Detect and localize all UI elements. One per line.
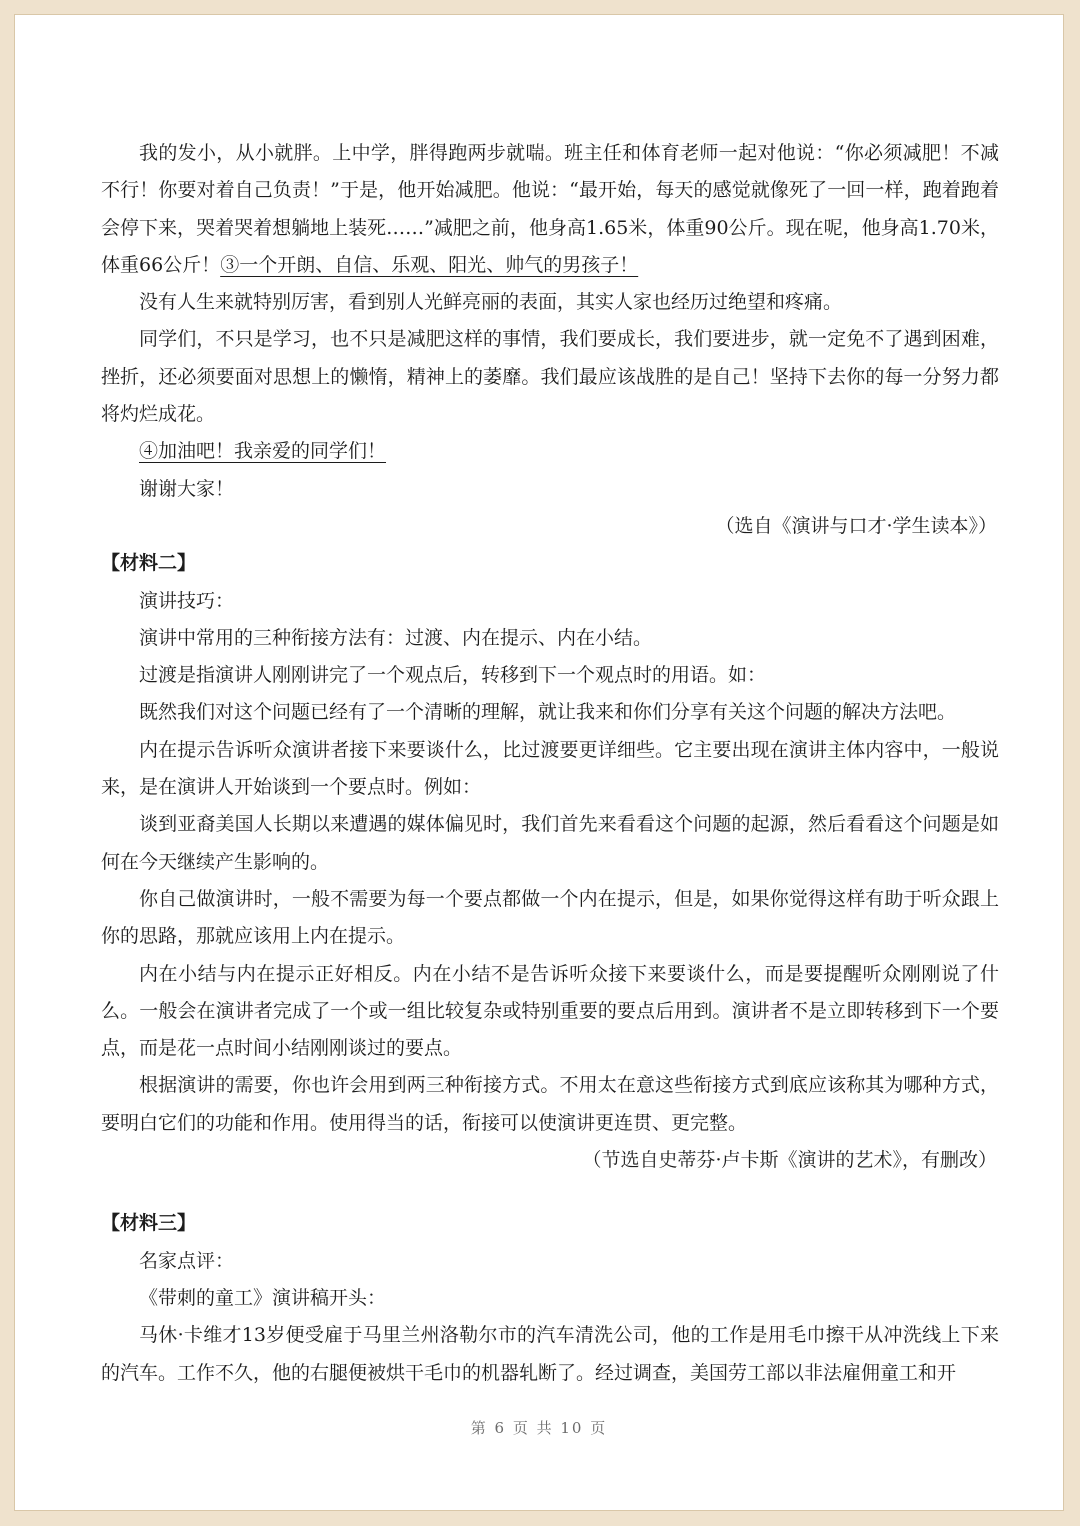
paragraph: 内在提示告诉听众演讲者接下来要谈什么，比过渡要更详细些。它主要出现在演讲主体内容中，一般说来，是在演讲人开始谈到一个要点时。例如： [101, 738, 999, 799]
underlined-sentence-4: ④加油吧！我亲爱的同学们！ [139, 440, 387, 463]
paragraph-text: 我的发小，从小就胖。上中学，胖得跑两步就喘。班主任和体育老师一起对他说：“你必须减肥！不减不行！你要对着自己负责！”于是，他开始减肥。他说：“最开始，每天的感觉就像死了一回一样，跑着跑着会停下来，哭着哭着想躺地上装死……”减肥之前，他身高1.65米，体重90公斤。现在呢，他身高1.70米，体重66公斤！ [101, 142, 999, 276]
paragraph: 名家点评： [139, 1249, 235, 1272]
paragraph: 根据演讲的需要，你也许会用到两三种衔接方式。不用太在意这些衔接方式到底应该称其为哪种方式，要明白它们的功能和作用。使用得当的话，衔接可以使演讲更连贯、更完整。 [101, 1074, 999, 1134]
material-one [101, 135, 999, 545]
material-three [101, 1205, 999, 1391]
paragraph: 演讲中常用的三种衔接方法有：过渡、内在提示、内在小结。 [139, 626, 653, 649]
paragraph: 没有人生来就特别厉害，看到别人光鲜亮丽的表面，其实人家也经历过绝望和疼痛。 [139, 291, 843, 314]
source-citation: （选自《演讲与口才·学生读本》） [715, 514, 997, 537]
paragraph [101, 135, 999, 284]
source-citation: （节选自史蒂芬·卢卡斯《演讲的艺术》，有删改） [582, 1149, 997, 1172]
paragraph: 谈到亚裔美国人长期以来遭遇的媒体偏见时，我们首先来看看这个问题的起源，然后看看这个问题是如何在今天继续产生影响的。 [101, 813, 999, 873]
paragraph: 《带刺的童工》演讲稿开头： [139, 1286, 387, 1309]
section-heading: 【材料三】 [101, 1212, 197, 1235]
material-two [101, 545, 999, 1179]
paragraph: 谢谢大家！ [139, 477, 235, 500]
paragraph: 你自己做演讲时，一般不需要为每一个要点都做一个内在提示，但是，如果你觉得这样有助于听众跟上你的思路，那就应该用上内在提示。 [101, 887, 999, 948]
paragraph [101, 433, 999, 470]
document-body [101, 135, 999, 1392]
paragraph: 同学们，不只是学习，也不只是减肥这样的事情，我们要成长，我们要进步，就一定免不了遇到困难，挫折，还必须要面对思想上的懒惰，精神上的萎靡。我们最应该战胜的是自己！坚持下去你的每一分努力都将灼烂成花。 [101, 328, 999, 426]
paragraph: 演讲技巧： [139, 589, 235, 612]
page-number: 第 6 页 共 10 页 [470, 1419, 608, 1437]
section-heading: 【材料二】 [101, 552, 197, 575]
paragraph: 马休·卡维才13岁便受雇于马里兰州洛勒尔市的汽车清洗公司，他的工作是用毛巾擦干从冲洗线上下来的汽车。工作不久，他的右腿便被烘干毛巾的机器轧断了。经过调查，美国劳工部以非法雇佣童工和开 [101, 1324, 999, 1384]
paragraph: 过渡是指演讲人刚刚讲完了一个观点后，转移到下一个观点时的用语。如： [139, 664, 767, 687]
paragraph: 内在小结与内在提示正好相反。内在小结不是告诉听众接下来要谈什么，而是要提醒听众刚刚说了什么。一般会在演讲者完成了一个或一组比较复杂或特别重要的要点后用到。演讲者不是立即转移到下一个要点，而是花一点时间小结刚刚谈过的要点。 [101, 962, 999, 1060]
paragraph: 既然我们对这个问题已经有了一个清晰的理解，就让我来和你们分享有关这个问题的解决方法吧。 [139, 701, 957, 724]
document-page [14, 14, 1064, 1511]
underlined-sentence-3: ③一个开朗、自信、乐观、阳光、帅气的男孩子！ [220, 253, 639, 276]
